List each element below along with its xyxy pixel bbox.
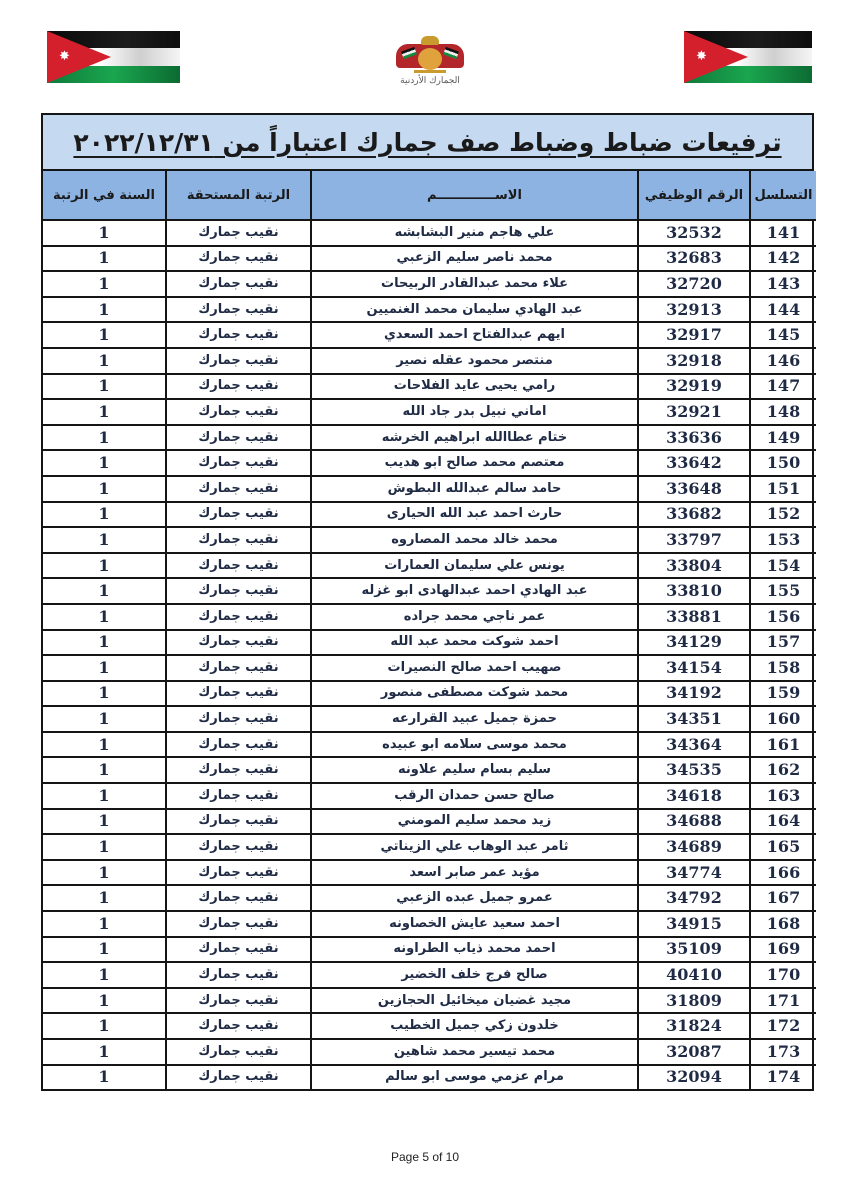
cell-serial: 173 [750,1039,816,1065]
cell-years: 1 [43,374,166,400]
cell-employee-id: 34792 [638,885,750,911]
cell-rank: نقيب جمارك [166,578,311,604]
cell-employee-id: 34689 [638,834,750,860]
cell-years: 1 [43,322,166,348]
table-row [43,399,816,425]
jordan-flag-left [47,31,180,83]
table-row [43,706,816,732]
cell-name: ثامر عبد الوهاب علي الزيناتي [311,834,638,860]
cell-rank: نقيب جمارك [166,937,311,963]
cell-name: علي هاجم منير البشابشه [311,220,638,246]
cell-years: 1 [43,399,166,425]
cell-employee-id: 32918 [638,348,750,374]
cell-name: ختام عطاالله ابراهيم الخرشه [311,425,638,451]
cell-rank: نقيب جمارك [166,425,311,451]
cell-serial: 157 [750,630,816,656]
cell-serial: 165 [750,834,816,860]
cell-serial: 174 [750,1065,816,1090]
table-row [43,630,816,656]
cell-employee-id: 33682 [638,502,750,528]
cell-name: صالح حسن حمدان الرقب [311,783,638,809]
cell-name: احمد شوكت محمد عبد الله [311,630,638,656]
column-header-employee-id: الرقم الوظيفي [638,171,750,220]
cell-years: 1 [43,1013,166,1039]
cell-years: 1 [43,425,166,451]
cell-employee-id: 33810 [638,578,750,604]
cell-rank: نقيب جمارك [166,834,311,860]
cell-rank: نقيب جمارك [166,246,311,272]
cell-serial: 150 [750,450,816,476]
cell-employee-id: 32917 [638,322,750,348]
cell-rank: نقيب جمارك [166,809,311,835]
cell-years: 1 [43,604,166,630]
cell-employee-id: 40410 [638,962,750,988]
cell-serial: 154 [750,553,816,579]
cell-serial: 159 [750,681,816,707]
cell-rank: نقيب جمارك [166,1013,311,1039]
cell-serial: 158 [750,655,816,681]
cell-name: مؤيد عمر صابر اسعد [311,860,638,886]
cell-years: 1 [43,783,166,809]
cell-name: سليم بسام سليم علاونه [311,757,638,783]
cell-serial: 146 [750,348,816,374]
table-row [43,476,816,502]
cell-years: 1 [43,271,166,297]
cell-employee-id: 34192 [638,681,750,707]
cell-years: 1 [43,655,166,681]
table-row [43,885,816,911]
cell-rank: نقيب جمارك [166,399,311,425]
cell-employee-id: 33648 [638,476,750,502]
table-row [43,246,816,272]
cell-employee-id: 33804 [638,553,750,579]
cell-serial: 153 [750,527,816,553]
cell-years: 1 [43,1065,166,1090]
table-row [43,271,816,297]
cell-years: 1 [43,809,166,835]
column-header-years: السنة في الرتبة [43,171,166,220]
column-header-rank: الرتبة المستحقة [166,171,311,220]
page-number: Page 5 of 10 [390,1150,460,1164]
cell-rank: نقيب جمارك [166,988,311,1014]
cell-name: ايهم عبدالفتاح احمد السعدي [311,322,638,348]
cell-rank: نقيب جمارك [166,502,311,528]
cell-serial: 141 [750,220,816,246]
cell-rank: نقيب جمارك [166,1039,311,1065]
cell-years: 1 [43,681,166,707]
cell-years: 1 [43,885,166,911]
table-row [43,834,816,860]
table-row [43,297,816,323]
crown-icon [421,36,439,45]
cell-rank: نقيب جمارك [166,706,311,732]
table-row [43,655,816,681]
flag-red-triangle [47,31,111,83]
cell-rank: نقيب جمارك [166,450,311,476]
cell-serial: 169 [750,937,816,963]
cell-rank: نقيب جمارك [166,885,311,911]
cell-name: عبد الهادي احمد عبدالهادى ابو غزله [311,578,638,604]
cell-serial: 161 [750,732,816,758]
cell-serial: 156 [750,604,816,630]
table-row [43,911,816,937]
cell-name: صالح فرج خلف الخضير [311,962,638,988]
cell-employee-id: 32919 [638,374,750,400]
cell-rank: نقيب جمارك [166,476,311,502]
table-row [43,604,816,630]
cell-employee-id: 34915 [638,911,750,937]
cell-rank: نقيب جمارك [166,681,311,707]
table-row [43,962,816,988]
cell-rank: نقيب جمارك [166,962,311,988]
table-row [43,450,816,476]
cell-name: رامي يحيى عايد الفلاحات [311,374,638,400]
cell-employee-id: 31809 [638,988,750,1014]
cell-name: اماني نبيل بدر جاد الله [311,399,638,425]
emblem-shield [418,48,442,70]
cell-rank: نقيب جمارك [166,604,311,630]
cell-rank: نقيب جمارك [166,220,311,246]
table-body [43,220,816,1089]
table-row [43,860,816,886]
cell-serial: 148 [750,399,816,425]
cell-rank: نقيب جمارك [166,271,311,297]
cell-rank: نقيب جمارك [166,860,311,886]
cell-employee-id: 33642 [638,450,750,476]
cell-serial: 170 [750,962,816,988]
cell-serial: 162 [750,757,816,783]
cell-employee-id: 32094 [638,1065,750,1090]
cell-serial: 163 [750,783,816,809]
cell-years: 1 [43,527,166,553]
cell-name: محمد ناصر سليم الزعبي [311,246,638,272]
cell-serial: 149 [750,425,816,451]
cell-name: محمد خالد محمد المصاروه [311,527,638,553]
cell-years: 1 [43,757,166,783]
table-row [43,1039,816,1065]
table-row [43,348,816,374]
cell-years: 1 [43,860,166,886]
table-row [43,732,816,758]
cell-rank: نقيب جمارك [166,783,311,809]
table-row [43,757,816,783]
promotions-sheet [41,113,814,1091]
cell-rank: نقيب جمارك [166,527,311,553]
cell-name: محمد تيسير محمد شاهين [311,1039,638,1065]
table-row [43,374,816,400]
cell-serial: 145 [750,322,816,348]
cell-years: 1 [43,630,166,656]
cell-name: عمر ناجي محمد جراده [311,604,638,630]
cell-years: 1 [43,911,166,937]
cell-serial: 151 [750,476,816,502]
cell-rank: نقيب جمارك [166,655,311,681]
cell-name: حامد سالم عبدالله البطوش [311,476,638,502]
cell-serial: 168 [750,911,816,937]
cell-name: خلدون زكي جميل الخطيب [311,1013,638,1039]
cell-years: 1 [43,1039,166,1065]
cell-employee-id: 33881 [638,604,750,630]
table-row [43,527,816,553]
cell-serial: 152 [750,502,816,528]
cell-name: عبد الهادي سليمان محمد الغنميين [311,297,638,323]
cell-serial: 142 [750,246,816,272]
cell-rank: نقيب جمارك [166,1065,311,1090]
emblem-base [414,70,446,73]
cell-name: محمد شوكت مصطفى منصور [311,681,638,707]
jordan-flag-right [684,31,812,83]
cell-years: 1 [43,988,166,1014]
table-header-row [43,171,816,220]
table-row [43,681,816,707]
flag-star-icon: ✸ [59,49,70,64]
cell-employee-id: 32683 [638,246,750,272]
cell-name: معتصم محمد صالح ابو هديب [311,450,638,476]
cell-serial: 160 [750,706,816,732]
column-header-name: الاســـــــــــــم [311,171,638,220]
cell-rank: نقيب جمارك [166,297,311,323]
table-row [43,322,816,348]
cell-rank: نقيب جمارك [166,757,311,783]
cell-employee-id: 32532 [638,220,750,246]
cell-years: 1 [43,220,166,246]
cell-employee-id: 34688 [638,809,750,835]
cell-name: احمد سعيد عايش الخصاونه [311,911,638,937]
table-row [43,502,816,528]
cell-name: عمرو جميل عبده الزعبي [311,885,638,911]
cell-employee-id: 33636 [638,425,750,451]
cell-serial: 167 [750,885,816,911]
cell-name: حارث احمد عبد الله الحيارى [311,502,638,528]
cell-name: زيد محمد سليم المومني [311,809,638,835]
table-row [43,425,816,451]
cell-serial: 171 [750,988,816,1014]
cell-serial: 172 [750,1013,816,1039]
cell-rank: نقيب جمارك [166,630,311,656]
cell-years: 1 [43,834,166,860]
cell-employee-id: 33797 [638,527,750,553]
cell-rank: نقيب جمارك [166,911,311,937]
cell-employee-id: 32087 [638,1039,750,1065]
table-row [43,783,816,809]
cell-employee-id: 31824 [638,1013,750,1039]
page-title: ترفيعات ضباط وضباط صف جمارك اعتباراً من ٢٠٢٢/١٢/٣١ [73,127,782,157]
cell-employee-id: 34535 [638,757,750,783]
cell-name: صهيب احمد صالح النصيرات [311,655,638,681]
cell-name: علاء محمد عبدالقادر الربيحات [311,271,638,297]
cell-serial: 144 [750,297,816,323]
cell-name: حمزة جميل عبيد القرارعه [311,706,638,732]
cell-years: 1 [43,962,166,988]
table-row [43,578,816,604]
promotions-table [43,171,816,1089]
cell-rank: نقيب جمارك [166,322,311,348]
cell-years: 1 [43,553,166,579]
cell-years: 1 [43,348,166,374]
cell-years: 1 [43,246,166,272]
cell-years: 1 [43,706,166,732]
cell-serial: 143 [750,271,816,297]
cell-rank: نقيب جمارك [166,374,311,400]
emblem-caption: الجمارك الأردنية [400,76,460,86]
table-row [43,937,816,963]
table-row [43,988,816,1014]
cell-employee-id: 34364 [638,732,750,758]
cell-years: 1 [43,502,166,528]
column-header-serial: التسلسل [750,171,816,220]
cell-employee-id: 34129 [638,630,750,656]
cell-years: 1 [43,937,166,963]
cell-employee-id: 34351 [638,706,750,732]
cell-serial: 147 [750,374,816,400]
cell-years: 1 [43,476,166,502]
cell-employee-id: 32921 [638,399,750,425]
cell-name: مرام عزمي موسى ابو سالم [311,1065,638,1090]
cell-employee-id: 32720 [638,271,750,297]
cell-name: احمد محمد ذياب الطراونه [311,937,638,963]
cell-employee-id: 35109 [638,937,750,963]
cell-name: محمد موسى سلامه ابو عبيده [311,732,638,758]
cell-name: مجيد غضيان ميخائيل الحجازين [311,988,638,1014]
cell-years: 1 [43,578,166,604]
flag-red-triangle [684,31,748,83]
table-row [43,1065,816,1090]
cell-employee-id: 34154 [638,655,750,681]
cell-rank: نقيب جمارك [166,732,311,758]
table-row [43,809,816,835]
customs-emblem-logo [388,36,472,76]
cell-years: 1 [43,297,166,323]
cell-employee-id: 34618 [638,783,750,809]
table-row [43,553,816,579]
table-row [43,1013,816,1039]
cell-serial: 166 [750,860,816,886]
cell-name: يونس علي سليمان العمارات [311,553,638,579]
table-row [43,220,816,246]
cell-employee-id: 34774 [638,860,750,886]
cell-serial: 155 [750,578,816,604]
cell-serial: 164 [750,809,816,835]
flag-star-icon: ✸ [696,49,707,64]
cell-name: منتصر محمود عقله نصير [311,348,638,374]
cell-rank: نقيب جمارك [166,553,311,579]
title-band [43,115,812,171]
cell-years: 1 [43,450,166,476]
cell-employee-id: 32913 [638,297,750,323]
cell-rank: نقيب جمارك [166,348,311,374]
cell-years: 1 [43,732,166,758]
